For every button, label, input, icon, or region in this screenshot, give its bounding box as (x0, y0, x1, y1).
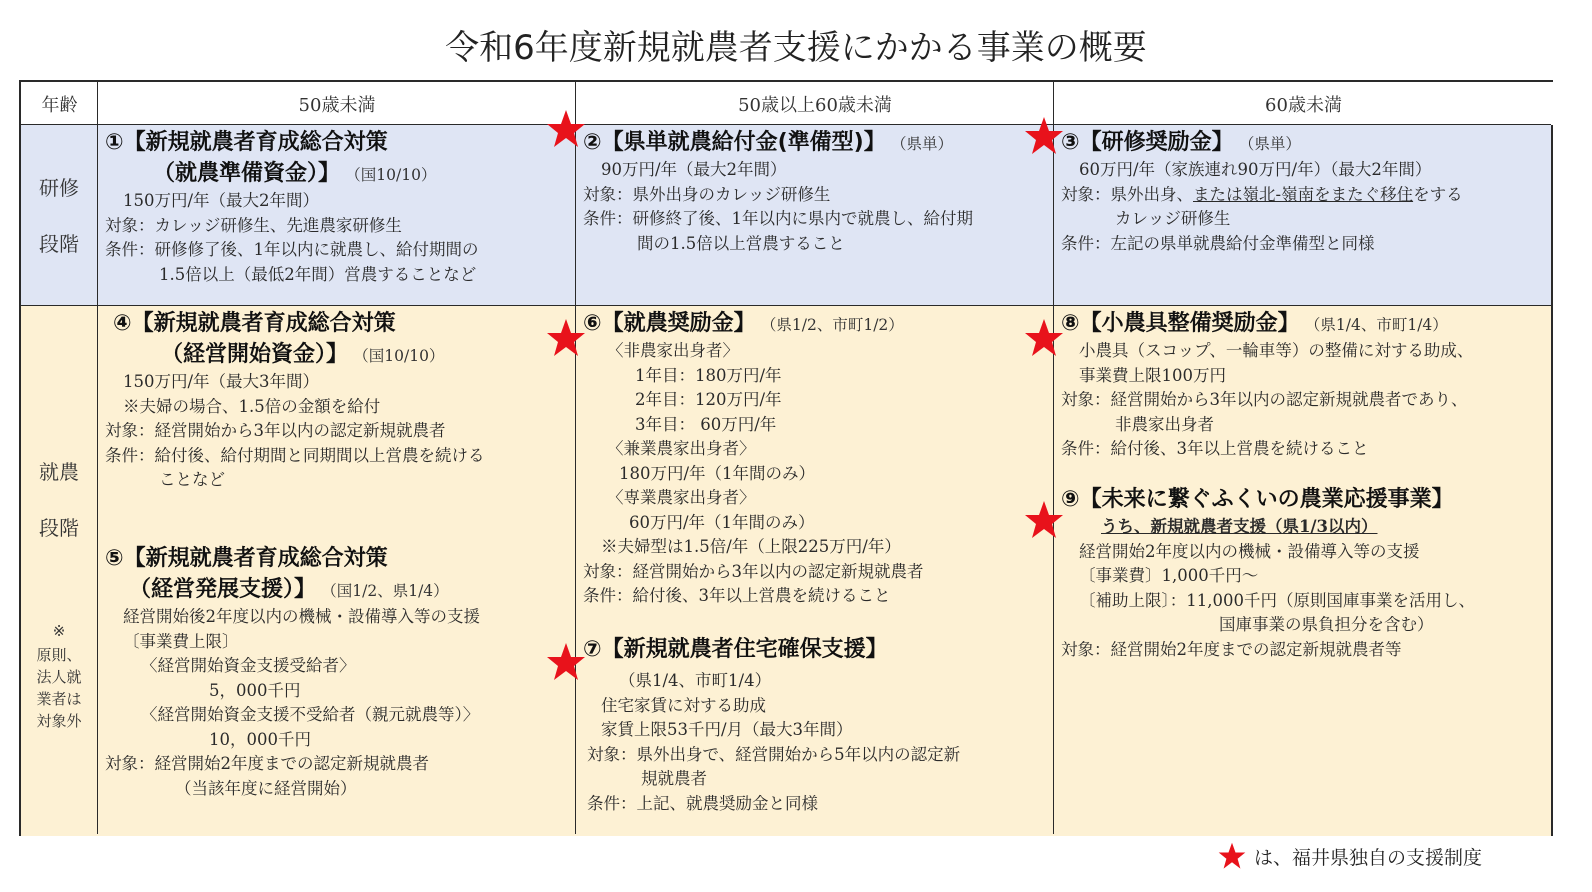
stage-farming: 就農 段階 (39, 460, 79, 540)
star-icon-legend (1218, 842, 1246, 870)
star-icon-program-8 (1024, 318, 1064, 358)
program-1: ①【新規就農者育成総合対策 （就農準備資金）】 （国10/10） 150万円/年（最大2年間） 対象：カレッジ研修生、先進農家研修生 条件：研修修了後、1年以内に就農し、給付期間の 1.5倍以上（最低2年間）営農することなど (105, 127, 479, 287)
star-icon-program-7 (546, 642, 586, 682)
program-6-title: ⑥【就農奨励金】 (583, 311, 756, 336)
header-under-60: 60歳未満 (1054, 82, 1553, 125)
program-4-title: ④【新規就農者育成総合対策 (113, 311, 396, 336)
program-5: ⑤【新規就農者育成総合対策 （経営発展支援）】 （国1/2、県1/4） 経営開始後2年度以内の機械・設備導入等の支援 〔事業費上限〕 〈経営開始資金支援受給者〉 5，000千円 〈経営開始資金支援不受給者（親元就農等）〉 10，000千円 対象：経営開始2年度までの認定新規就農者 （当該年度に経営開始） (105, 543, 480, 801)
program-7: ⑦【新規就農者住宅確保支援】 （県1/4、市町1/4） 住宅家賃に対する助成 家賃上限53千円/月（最大3年間） 対象：県外出身で、経営開始から5年以内の認定新 規就農者 条件：上記、就農奨励金と同様 (583, 634, 960, 816)
program-8-title: ⑧【小農具整備奨励金】 (1061, 311, 1300, 336)
program-3: ③【研修奨励金】 （県単） 60万円/年（家族連れ90万円/年）（最大2年間） 対象：県外出身、または嶺北-嶺南をまたぐ移住をする カレッジ研修生 条件：左記の県単就農給付金準備型と同様 (1061, 130, 1463, 253)
program-9: ⑨【未来に繋ぐふくいの農業応援事業】 うち、新規就農者支援（県1/3以内） 経営開始2年度以内の機械・設備導入等の支援 〔事業費〕1,000千円～ 〔補助上限〕：11,000千円（原則国庫事業を活用し、 国庫事業の県負担分を含む） 対象：経営開始2年度までの認定新規就農者等 (1061, 484, 1475, 662)
stage-note: ※ 原則、 法人就 業者は 対象外 (36, 622, 82, 730)
header-50-to-60: 50歳以上60歳未満 (576, 82, 1054, 125)
page-title: 令和6年度新規就農者支援にかかる事業の概要 (445, 28, 1147, 68)
program-3-title: ③【研修奨励金】 (1061, 130, 1234, 155)
program-7-title: ⑦【新規就農者住宅確保支援】 (583, 637, 888, 662)
program-1-title: ①【新規就農者育成総合対策 (105, 130, 388, 155)
program-4: ④【新規就農者育成総合対策 （経営開始資金）】 （国10/10） 150万円/年（最大3年間） ※夫婦の場合、1.5倍の金額を給付 対象：経営開始から3年以内の認定新規就農者 条件：給付後、給付期間と同期間以上営農を続ける ことなど (105, 308, 485, 493)
star-icon-program-2 (546, 109, 586, 149)
program-2: ②【県単就農給付金(準備型)】 （県単） 90万円/年（最大2年間） 対象：県外出身のカレッジ研修生 条件：研修終了後、1年以内に県内で就農し、給付期 間の1.5倍以上営農すること (583, 130, 973, 253)
header-age: 年齢 (21, 82, 98, 125)
program-6: ⑥【就農奨励金】 （県1/2、市町1/2） 〈非農家出身者〉 1年目：180万円/年 2年目：120万円/年 3年目： 60万円/年 〈兼業農家出身者〉 180万円/年（1年間のみ） 〈専業農家出身者〉 60万円/年（1年間のみ） ※夫婦型は1.5倍/年（上限225万円/年） 対象：経営開始から3年以内の認定新規就農者 条件：給付後、3年以上営農を続けること (583, 311, 924, 605)
star-icon-program-6 (546, 318, 586, 358)
program-2-title: ②【県単就農給付金(準備型)】 (583, 130, 886, 155)
program-9-title: ⑨【未来に繋ぐふくいの農業応援事業】 (1061, 487, 1454, 512)
legend (1218, 842, 1482, 870)
support-table (19, 80, 1553, 836)
legend-text: は、福井県独自の支援制度 (1254, 846, 1483, 869)
header-under-50: 50歳未満 (98, 82, 576, 125)
star-icon-program-3 (1024, 116, 1064, 156)
stage-training: 研修 段階 (39, 176, 79, 256)
program-5-title: ⑤【新規就農者育成総合対策 (105, 546, 388, 571)
program-8: ⑧【小農具整備奨励金】 （県1/4、市町1/4） 小農具（スコップ、一輪車等）の整備に対する助成、 事業費上限100万円 対象：経営開始から3年以内の認定新規就農者であり、 非農家出身者 条件：給付後、3年以上営農を続けること (1061, 311, 1474, 458)
star-icon-program-9 (1024, 500, 1064, 540)
